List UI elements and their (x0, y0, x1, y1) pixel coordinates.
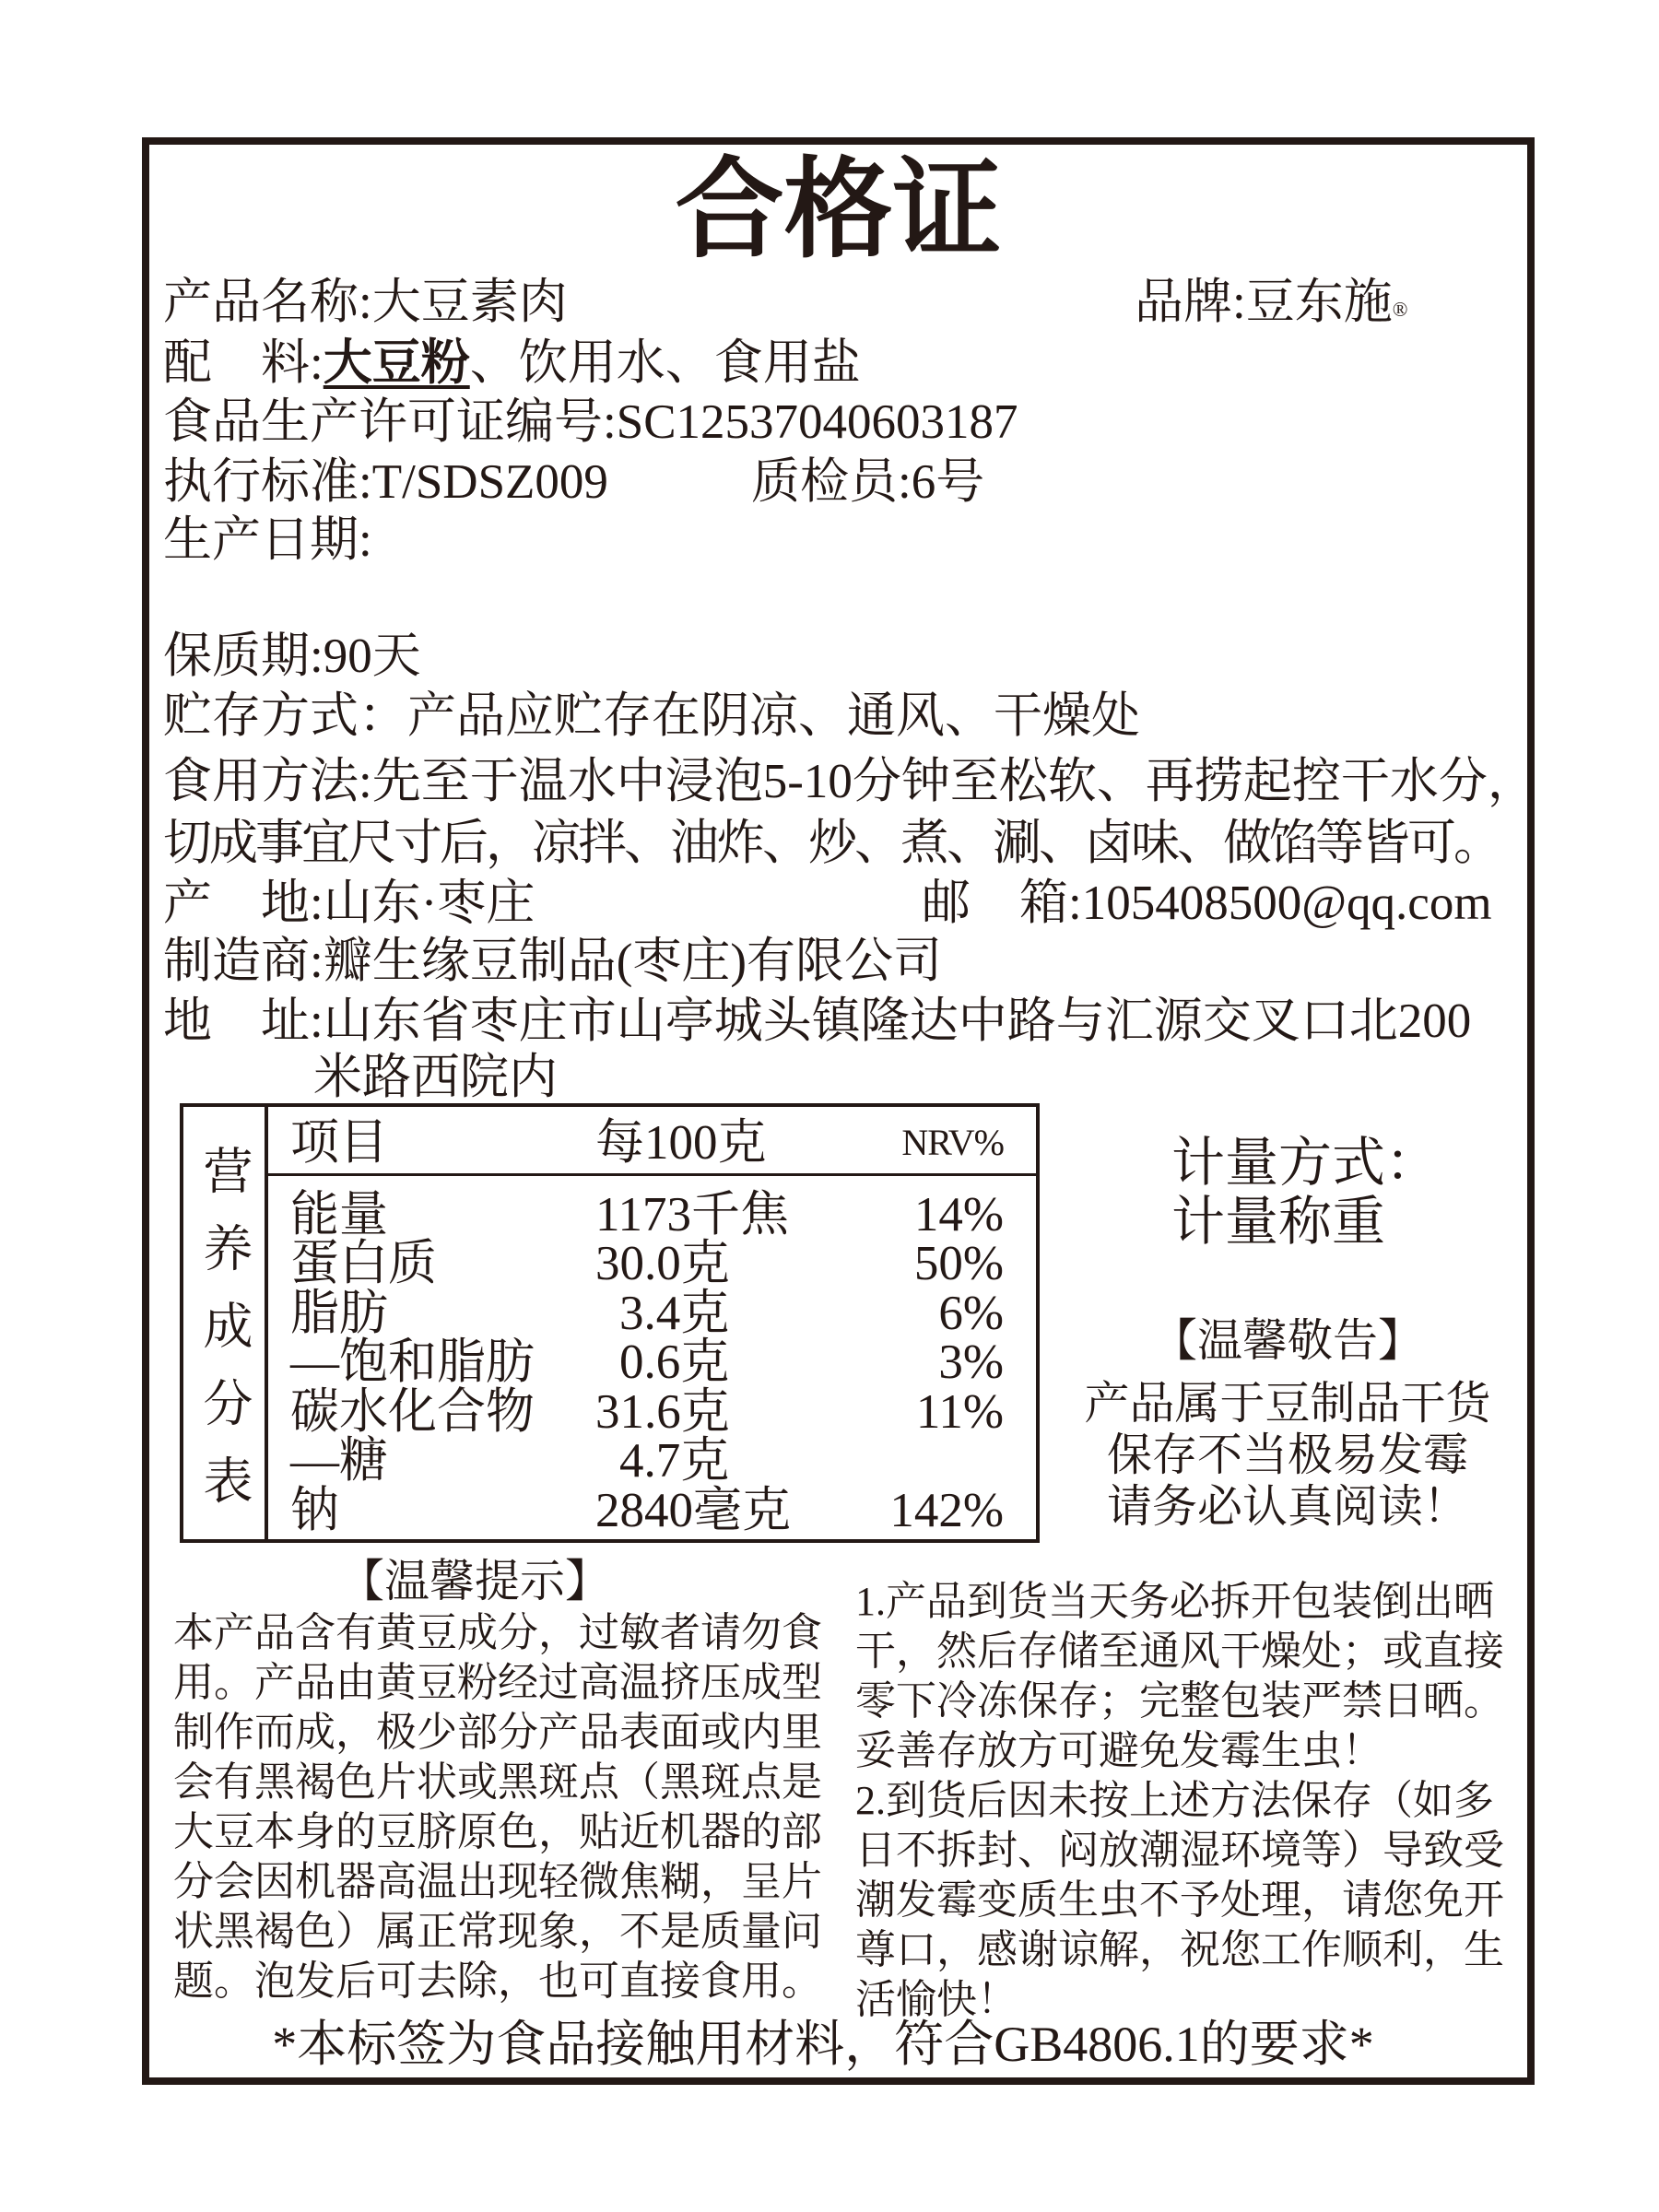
tips-line: 会有黑褐色片状或黑斑点（黑斑点是 (173, 1759, 822, 1805)
tips-title: 【温馨提示】 (338, 1556, 610, 1606)
nutrition-row (183, 1387, 1036, 1437)
standard-value: T/SDSZ009 (371, 455, 608, 509)
nutrition-row (183, 1239, 1036, 1288)
nutrition-header-item: 项目 (290, 1116, 388, 1170)
production-date-line (163, 511, 372, 570)
product-name-label: 产品名称: (163, 276, 372, 329)
inspector-value: 6号 (911, 455, 985, 509)
nutrient-amount: 31.6克 (595, 1385, 730, 1439)
ingredients-label: 配 料: (163, 336, 324, 390)
tips-line: 分会因机器高温出现轻微焦糊，呈片 (173, 1859, 822, 1904)
nutrient-amount: 30.0克 (595, 1237, 730, 1290)
storage-value: 产品应贮存在阴凉、通风、干燥处 (407, 689, 1140, 743)
warning-title: 【温馨敬告】 (1151, 1315, 1423, 1366)
ingredient-allergen-highlight: 大豆粉 (323, 336, 470, 390)
manufacturer-label: 制造商: (163, 935, 324, 988)
manufacturer-line (163, 932, 942, 991)
warning-line: 保存不当极易发霉 (1106, 1430, 1468, 1480)
ingredients-rest: 、饮用水、食用盐 (469, 336, 861, 390)
nutrient-amount: 0.6克 (619, 1335, 730, 1389)
nutrient-name: 蛋白质 (290, 1237, 437, 1290)
storage-line (163, 687, 1140, 746)
usage-line-2: 切成事宜尺寸后，凉拌、油炸、炒、煮、涮、卤味、做馅等皆可。 (163, 817, 1500, 870)
nutrition-side-title: 营养成分表 (196, 1145, 252, 1532)
nutrition-table (180, 1103, 1040, 1543)
tips-line: 题。泡发后可去除，也可直接食用。 (173, 1959, 822, 2004)
usage-text-1: 先至于温水中浸泡5-10分钟至松软、再捞起控干水分， (371, 755, 1536, 808)
address-line-1 (163, 992, 1471, 1051)
address-text-1: 山东省枣庄市山亭城头镇隆达中路与汇源交叉口北200 (323, 994, 1472, 1048)
nutrition-header-nrv: NRV% (901, 1122, 1004, 1163)
brand-value: 豆东施 (1245, 276, 1393, 329)
nutrition-row (183, 1337, 1036, 1387)
origin-value: 山东·枣庄 (323, 877, 535, 930)
nutrient-name: 碳水化合物 (290, 1385, 535, 1439)
certificate-title: 合格证 (675, 149, 1002, 271)
ingredients-line (163, 334, 861, 393)
nutrient-amount: 4.7克 (619, 1434, 730, 1488)
nutrition-header-amount: 每100克 (595, 1116, 767, 1170)
usage-label: 食用方法: (163, 755, 372, 808)
warning-line: 请务必认真阅读！ (1106, 1481, 1468, 1532)
notes-line: 2.到货后因未按上述方法保存（如多 (855, 1778, 1494, 1823)
nutrient-name: 钠 (290, 1484, 339, 1537)
nutrient-name: 脂肪 (290, 1287, 388, 1340)
license-line (163, 393, 1018, 452)
email-line (922, 874, 1492, 933)
notes-line: 妥善存放方可避免发霉生虫！ (855, 1728, 1382, 1773)
brand-label: 品牌: (1135, 276, 1246, 329)
nutrient-amount: 3.4克 (619, 1287, 730, 1340)
standard-line (163, 453, 608, 512)
food-contact-compliance-note: *本标签为食品接触用材料，符合GB4806.1的要求* (272, 2017, 1374, 2072)
notes-line: 活愉快！ (855, 1977, 1018, 2022)
standard-label: 执行标准: (163, 455, 372, 509)
license-label: 食品生产许可证编号: (163, 395, 617, 449)
notes-line: 零下冷冻保存；完整包装严禁日晒。 (855, 1678, 1504, 1724)
production-date-label: 生产日期: (163, 513, 372, 567)
storage-label: 贮存方式： (163, 689, 407, 743)
warning-line: 产品属于豆制品干货 (1084, 1378, 1491, 1429)
origin-line (163, 874, 535, 933)
notes-line: 日不拆封、闷放潮湿环境等）导致受 (855, 1828, 1504, 1873)
nutrient-amount: 2840毫克 (595, 1484, 791, 1537)
notes-line: 尊口，感谢谅解，祝您工作顺利，生 (855, 1927, 1504, 1972)
measurement-label: 计量方式： (1171, 1133, 1440, 1193)
email-value: 105408500@qq.com (1081, 877, 1492, 930)
nutrient-nrv: 3% (938, 1335, 1004, 1389)
nutrition-row (183, 1288, 1036, 1338)
brand-line (1135, 273, 1407, 332)
manufacturer-value: 瓣生缘豆制品(枣庄)有限公司 (323, 935, 943, 988)
product-name-line (163, 273, 568, 332)
nutrient-nrv: 11% (915, 1385, 1004, 1439)
tips-line: 制作而成，极少部分产品表面或内里 (173, 1710, 822, 1755)
nutrient-nrv: 142% (889, 1484, 1004, 1537)
nutrition-row (183, 1436, 1036, 1486)
shelf-life-line (163, 627, 421, 686)
nutrient-name: 能量 (290, 1188, 388, 1241)
nutrition-header-row (183, 1110, 1036, 1176)
notes-line: 潮发霉变质生虫不予处理，请您免开 (855, 1877, 1504, 1923)
address-line-2: 米路西院内 (313, 1051, 558, 1104)
usage-line-1 (163, 752, 1536, 811)
nutrition-row (183, 1190, 1036, 1240)
tips-line: 用。产品由黄豆粉经过高温挤压成型 (173, 1660, 822, 1705)
notes-line: 干，然后存储至通风干燥处；或直接 (855, 1629, 1504, 1674)
tips-line: 状黑褐色）属正常现象，不是质量问 (173, 1909, 822, 1954)
notes-line: 1.产品到货当天务必拆开包装倒出晒 (855, 1579, 1494, 1624)
product-name-value: 大豆素肉 (371, 276, 568, 329)
nutrient-name: —饱和脂肪 (290, 1335, 535, 1389)
registered-trademark-mark: ® (1392, 298, 1408, 321)
inspector-label: 质检员: (751, 455, 912, 509)
measurement-value: 计量称重 (1171, 1192, 1386, 1252)
inspector-line (751, 453, 984, 512)
nutrient-nrv: 14% (913, 1188, 1004, 1241)
email-label: 邮 箱: (922, 877, 1082, 930)
tips-line: 大豆本身的豆脐原色，贴近机器的部 (173, 1809, 822, 1854)
shelf-life-label: 保质期: (163, 629, 324, 683)
nutrient-nrv: 50% (913, 1237, 1004, 1290)
address-label: 地 址: (163, 994, 324, 1048)
shelf-life-value: 90天 (323, 629, 421, 683)
nutrient-name: —糖 (290, 1434, 388, 1488)
nutrition-row (183, 1486, 1036, 1535)
nutrient-amount: 1173千焦 (595, 1188, 790, 1241)
origin-label: 产 地: (163, 877, 324, 930)
tips-line: 本产品含有黄豆成分，过敏者请勿食 (173, 1610, 822, 1655)
license-number: SC12537040603187 (616, 395, 1018, 449)
nutrient-nrv: 6% (938, 1287, 1004, 1340)
